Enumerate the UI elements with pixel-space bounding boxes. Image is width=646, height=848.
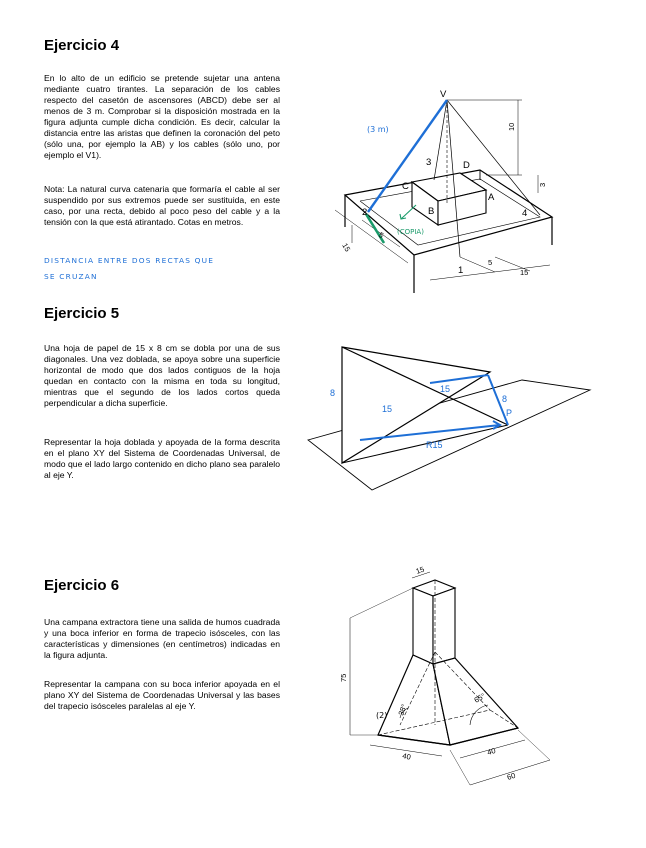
ex4-title: Ejercicio 4 [44, 37, 120, 54]
ex4-label-3: 3 [426, 157, 432, 168]
ex6-dim-40-right: 40 [486, 746, 497, 757]
ex4-hw-copia: (COPIA) [397, 228, 424, 236]
ex5-label-15-fold: 15 [440, 384, 451, 394]
ex5-label-8-left: 8 [330, 388, 336, 398]
ex4-dim-15-left: 15 [340, 241, 353, 254]
ex4-dim-5-bottom: 5 [488, 258, 493, 267]
ex4-body: En lo alto de un edificio se pretende sujetar una antena mediante cuatro tirantes. La separación de los cables respecto del casetón de ascensores (ABCD) debe ser al menos de 3 m. Comprobar si la disposición mostrada en la figura adjunta cumple dicha condición. Es decir, calcular la distancia entre las aristas que definen la coronación del peto (sólo una, por ejemplo la AB) y los cables (sólo uno, por ejemplo el V1). [44, 73, 280, 160]
ex4-handwritten-line2: SE CRUZAN [44, 272, 98, 281]
ex4-figure [290, 85, 610, 300]
ex4-label-2: 2 [362, 207, 368, 218]
ex4-label-a: A [488, 192, 495, 203]
ex6-label-2: (2) [376, 711, 388, 720]
ex4-label-c: C [402, 181, 409, 192]
ex4-dim-3: 3 [538, 182, 547, 187]
ex6-dim-40-left: 40 [401, 751, 412, 762]
ex4-hw-3m: (3 m) [367, 125, 389, 134]
ex4-handwritten-line1: DISTANCIA ENTRE DOS RECTAS QUE [44, 256, 215, 265]
ex4-label-4: 4 [522, 208, 528, 219]
ex4-label-v: V [440, 89, 447, 100]
ex4-dim-15-bottom: 15 [520, 268, 529, 277]
ex6-dim-15: 15 [414, 564, 426, 576]
ex6-dim-75: 75 [339, 673, 348, 682]
ex4-label-d: D [463, 160, 470, 171]
ex5-label-p: P [506, 408, 513, 418]
ex5-body: Una hoja de papel de 15 x 8 cm se dobla por una de sus diagonales. Una vez doblada, se apoya sobre una superficie horizontal de modo que dos lados contiguos de la hoja quedan en contacto con la misma en toda su longitud, mientras que el segundo de los lados cortos queda perpendicular a dicha superficie. [44, 343, 280, 408]
ex6-angle-38: 38° [396, 702, 409, 717]
ex4-dim-5-left: 5 [376, 230, 386, 241]
ex6-body-2: Representar la campana con su boca inferior apoyada en el plano XY del Sistema de Coordenadas Universal y las bases del trapecio isósceles paralelas al eje Y. [44, 679, 280, 711]
ex6-angle-65: 65° [472, 691, 487, 705]
ex5-label-r15: R15 [426, 440, 443, 450]
ex5-figure [290, 330, 610, 500]
ex4-dim-10: 10 [507, 122, 516, 131]
ex5-label-15-diag: 15 [382, 404, 393, 414]
ex5-body-2: Representar la hoja doblada y apoyada de la forma descrita en el plano XY del Sistema de Coordenadas Universal, de modo que el lado largo contenido en dicho plano sea paralelo al eje Y. [44, 437, 280, 480]
ex5-label-8-right: 8 [502, 394, 508, 404]
ex6-title: Ejercicio 6 [44, 577, 120, 594]
ex6-dim-60: 60 [505, 770, 517, 782]
ex4-label-b: B [428, 206, 435, 217]
ex5-title: Ejercicio 5 [44, 305, 120, 322]
ex4-label-1: 1 [458, 265, 464, 276]
ex6-body: Una campana extractora tiene una salida de humos cuadrada y una boca inferior en forma de trapecio isósceles, con las características y dimensiones (en centímetros) indicadas en la figura adjunta. [44, 617, 280, 660]
ex6-figure [320, 560, 600, 800]
ex4-note: Nota: La natural curva catenaria que formaría el cable al ser suspendido por sus extremos puede ser sustituida, en este caso, por una recta, debido al poco peso del cable y a la tensión con la que está atirantado. Cotas en metros. [44, 184, 280, 227]
